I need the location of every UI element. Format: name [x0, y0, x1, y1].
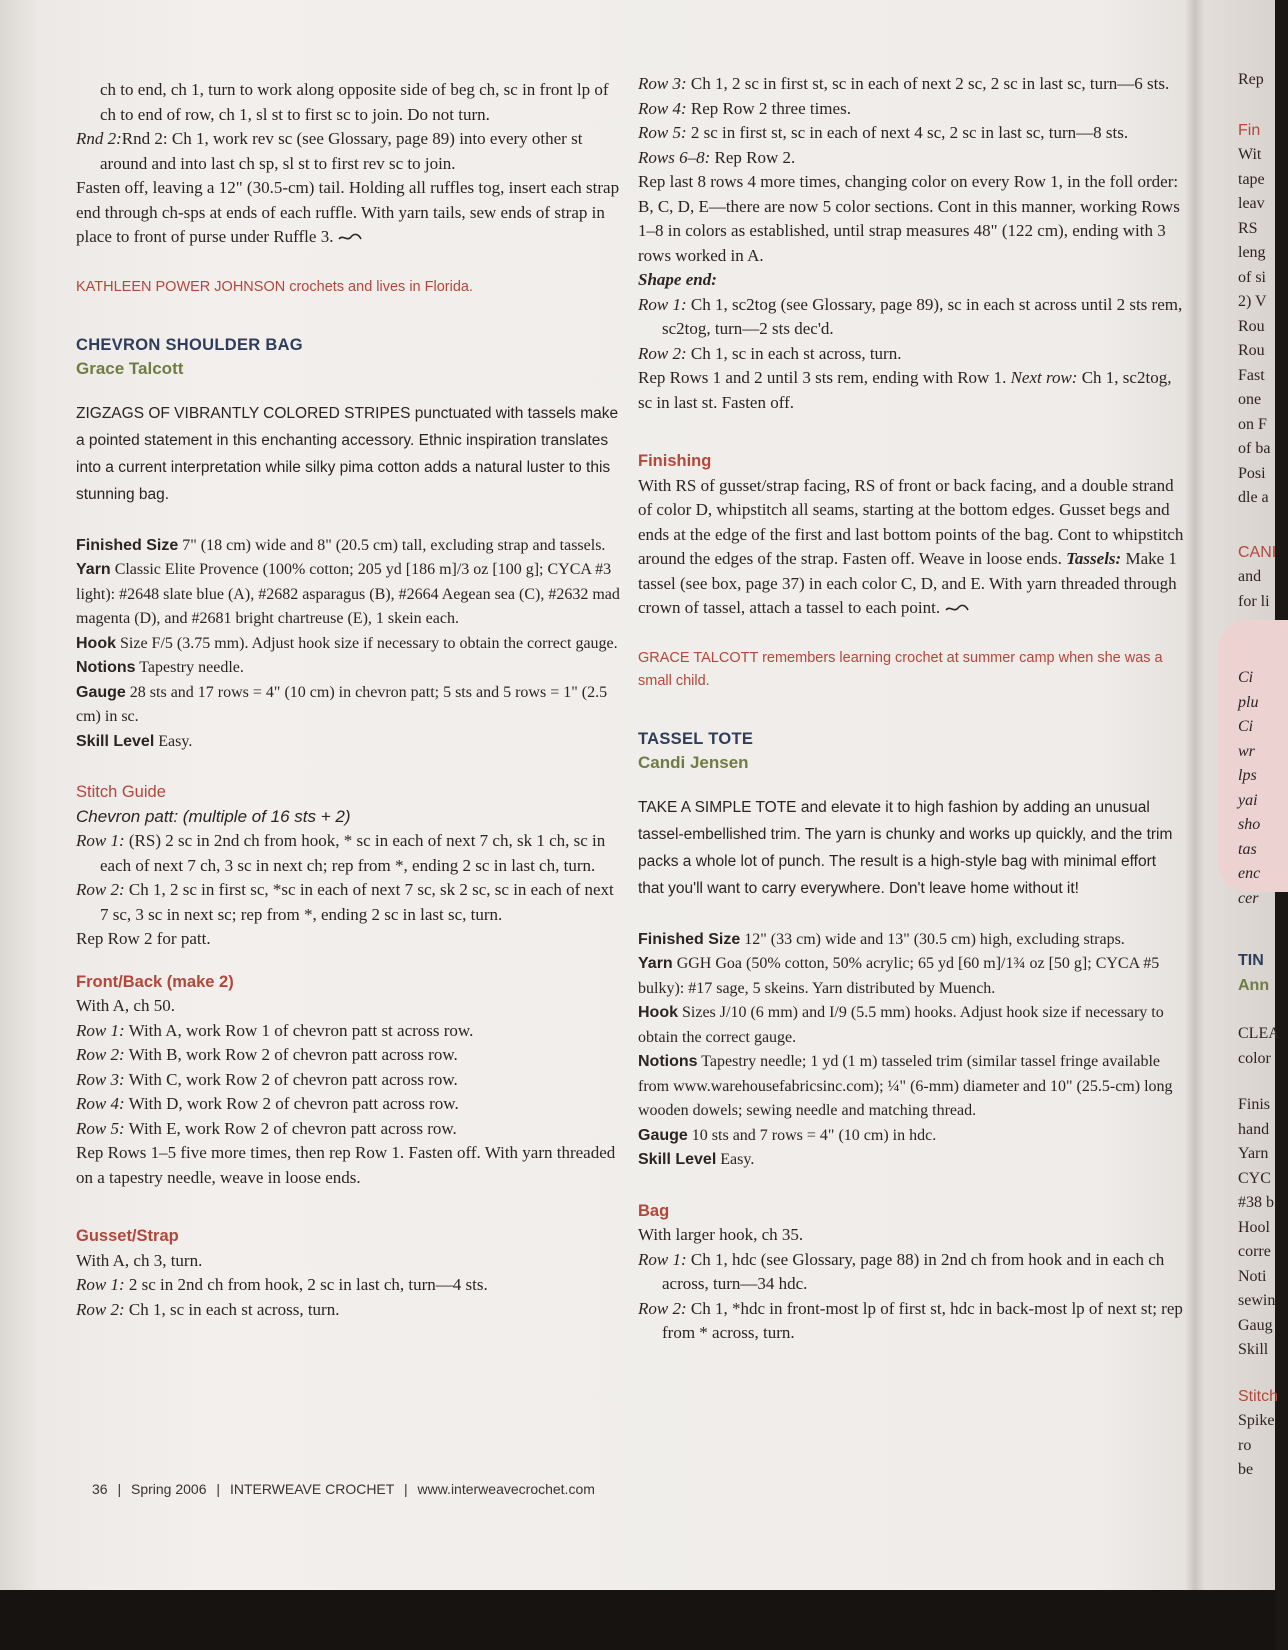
gusset-heading: Gusset/Strap [76, 1227, 179, 1245]
spec-gauge: Gauge 10 sts and 7 rows = 4" (10 cm) in hdc. [638, 1126, 937, 1144]
cropped-line: Rou [1238, 342, 1265, 359]
gusset-row1: Row 1: 2 sc in 2nd ch from hook, 2 sc in last ch, turn—4 sts. [76, 1275, 488, 1294]
cropped-line: Wit [1238, 146, 1262, 163]
issue-date: Spring 2006 [131, 1481, 207, 1497]
fasten-paragraph [76, 176, 620, 250]
column-right-cropped [1238, 68, 1280, 1483]
cropped-line: Yarn [1238, 1145, 1269, 1162]
cropped-line: TIN [1238, 952, 1264, 969]
strap-row5: Row 5: 2 sc in first st, sc in each of next 4 sc, 2 sc in last sc, turn—8 sts. [638, 123, 1129, 142]
chevron-bag-intro [76, 400, 620, 508]
front-back-heading: Front/Back (make 2) [76, 972, 234, 991]
rnd2-label: Rnd 2: [76, 129, 122, 148]
fb-row3: Row 3: With C, work Row 2 of chevron patt across row. [76, 1069, 458, 1089]
cropped-line: wr [1238, 742, 1255, 760]
cropped-line: sho [1238, 816, 1261, 833]
fb-row2: Row 2: With B, work Row 2 of chevron patt across row. [76, 1045, 458, 1064]
cropped-line: plu [1238, 693, 1259, 711]
strap-rows6-8: Rows 6–8: Rep Row 2. [638, 147, 796, 167]
cropped-line: lps [1238, 767, 1257, 784]
cropped-line: Gaug [1238, 1316, 1273, 1334]
cropped-line: Skill [1238, 1341, 1269, 1358]
cropped-line: leav [1238, 195, 1265, 212]
end-mark-icon [944, 604, 970, 614]
spec-skill-level: Skill Level Easy. [638, 1151, 755, 1168]
cropped-line: Spike [1238, 1412, 1275, 1429]
fasten-text: Fasten off, leaving a 12" (30.5-cm) tail. Holding all ruffles tog, insert each strap end through ch-sps at ends of each ruffle. With yarn tails, sew ends of strap in place to front of purse under Ruffle 3. [76, 178, 620, 246]
cropped-line: Ci [1238, 718, 1254, 735]
cropped-line: hand [1238, 1120, 1270, 1138]
chevron-bag-author: Grace Talcott [76, 359, 184, 378]
tassel-tote-author: Candi Jensen [638, 753, 749, 772]
grace-bio: GRACE TALCOTT remembers learning crochet at summer camp when she was a small child. [638, 649, 1163, 689]
gusset-row2: Row 2: Ch 1, sc in each st across, turn. [76, 1299, 340, 1319]
rep-last-8: Rep last 8 rows 4 more times, changing color on every Row 1, in the foll order: B, C, D, E—there are now 5 color sections. Cont in this manner, working Rows 1–8 in colors as established, until strap measures 48" (122 cm), ending with 3 rows worked in A. [638, 172, 1180, 265]
cropped-line: Fast [1238, 366, 1265, 384]
cropped-line: yai [1238, 791, 1258, 809]
cropped-line: Stitch [1238, 1387, 1279, 1405]
tassel-tote-intro: TAKE A SIMPLE TOTE and elevate it to high fashion by adding an unusual tassel-embellished trim. The yarn is chunky and works up quickly, and the trim packs a whole lot of punch. The result is a high-style bag with minimal effort that you'll want to carry everywhere. Don't leave home without it! [638, 798, 1173, 897]
column-left [76, 78, 620, 1322]
cropped-line: CANI [1238, 543, 1277, 561]
cropped-line: of ba [1238, 440, 1271, 457]
cropped-line: corre [1238, 1243, 1271, 1260]
page-number: 36 [92, 1481, 108, 1497]
bag-heading: Bag [638, 1201, 670, 1220]
spec-finished-size: Finished Size 7" (18 cm) wide and 8" (20.5 cm) tall, excluding strap and tassels. [76, 536, 606, 554]
shape-end-heading: Shape end: [638, 270, 717, 289]
cropped-line: tas [1238, 840, 1257, 858]
fb-row5: Row 5: With E, work Row 2 of chevron patt across row. [76, 1118, 457, 1138]
tassel-tote-specs [638, 928, 1186, 1173]
cropped-line: dle a [1238, 489, 1269, 506]
magazine-name: INTERWEAVE CROCHET [229, 1481, 395, 1497]
fb-row1: Row 1: With A, work Row 1 of chevron patt st across row. [76, 1020, 474, 1040]
shape-row1: Row 1: Ch 1, sc2tog (see Glossary, page 89), sc in each st across until 2 sts rem, sc2tog, turn—2 sts dec'd. [638, 294, 1183, 338]
fb-end: Rep Rows 1–5 five more times, then rep Row 1. Fasten off. With yarn threaded on a tapestry needle, weave in loose ends. [76, 1143, 616, 1187]
gusset-start: With A, ch 3, turn. [76, 1250, 203, 1270]
chevron-intro-text: punctuated with tassels make a pointed statement in this enchanting accessory. Ethnic inspiration translates into a current interpretation while silky pima cotton adds a natural luster to this stunning bag. [76, 404, 619, 503]
cropped-line: Ci [1238, 669, 1254, 686]
cropped-line: and [1238, 568, 1262, 585]
cropped-line: one [1238, 391, 1262, 408]
scan-bottom-edge [0, 1590, 1275, 1650]
spec-hook: Hook Size F/5 (3.75 mm). Adjust hook size if necessary to obtain the correct gauge. [76, 634, 618, 652]
cropped-line: enc [1238, 865, 1261, 882]
fb-start: With A, ch 50. [76, 996, 175, 1015]
magazine-url: www.interweavecrochet.com [417, 1481, 595, 1497]
cropped-line: sewin [1238, 1292, 1276, 1309]
kathleen-bio: KATHLEEN POWER JOHNSON crochets and lives in Florida. [76, 278, 473, 295]
cropped-line: on F [1238, 415, 1267, 433]
spec-finished-size: Finished Size 12" (33 cm) wide and 13" (30.5 cm) high, excluding straps. [638, 930, 1125, 948]
spec-notions: Notions Tapestry needle. [76, 659, 244, 676]
rep-row2: Rep Row 2 for patt. [76, 929, 211, 948]
bag-row1: Row 1: Ch 1, hdc (see Glossary, page 88) in 2nd ch from hook and in each ch across, turn—34 hdc. [638, 1249, 1165, 1293]
strap-row4: Row 4: Rep Row 2 three times. [638, 98, 851, 118]
cropped-line: #38 b [1238, 1194, 1274, 1211]
cropped-line: color [1238, 1049, 1271, 1067]
page-footer: 36 | Spring 2006 | INTERWEAVE CROCHET | www.interweavecrochet.com [92, 1481, 595, 1497]
chevron-bag-specs [76, 534, 620, 755]
spec-skill-level: Skill Level Easy. [76, 732, 193, 750]
bag-row2: Row 2: Ch 1, *hdc in front-most lp of first st, hdc in back-most lp of next st; rep from * across, turn. [638, 1298, 1183, 1342]
rep-rows-1-2: Rep Rows 1 and 2 until 3 sts rem, ending with Row 1. Next row: Ch 1, sc2tog, sc in last st. Fasten off. [638, 368, 1172, 412]
fb-row4: Row 4: With D, work Row 2 of chevron patt across row. [76, 1094, 459, 1113]
cropped-line: be [1238, 1461, 1254, 1478]
spec-yarn: Yarn Classic Elite Provence (100% cotton; 205 yd [186 m]/3 oz [100 g]; CYCA #3 light): #2648 slate blue (A), #2682 asparagus (B), #2664 Aegean sea (C), #2632 mad magenta (D), and #2681 bright chartreuse (E), 1 skein each. [76, 561, 620, 627]
bag-start: With larger hook, ch 35. [638, 1225, 804, 1244]
spec-yarn: Yarn GGH Goa (50% cotton, 50% acrylic; 65 yd [60 m]/1¾ oz [50 g]; CYCA #5 bulky): #17 sage, 5 skeins. Yarn distributed by Muench. [638, 955, 1160, 997]
shape-row2: Row 2: Ch 1, sc in each st across, turn. [638, 343, 902, 363]
finishing-heading: Finishing [638, 452, 712, 470]
stitch-guide-heading: Stitch Guide [76, 783, 166, 801]
cropped-line: CLEA [1238, 1025, 1280, 1042]
cropped-line: cer [1238, 889, 1259, 907]
cropped-line: 2) V [1238, 293, 1267, 310]
ruffle-continuation: ch to end, ch 1, turn to work along opposite side of beg ch, sc in front lp of ch to end of row, ch 1, sl st to first sc to join. Do not turn. [100, 80, 609, 124]
cropped-line: Hool [1238, 1218, 1270, 1236]
cropped-line: Fin [1238, 121, 1261, 139]
strap-row3: Row 3: Ch 1, 2 sc in first st, sc in each of next 2 sc, 2 sc in last sc, turn—6 sts. [638, 74, 1170, 93]
chevron-patt-heading: Chevron patt: (multiple of 16 sts + 2) [76, 806, 351, 826]
chevron-row2: Row 2: Ch 1, 2 sc in first sc, *sc in each of next 7 sc, sk 2 sc, sc in each of next 7 sc, 3 sc in next sc; rep from *, ending 2 sc in last sc, turn. [76, 880, 614, 924]
chevron-bag-title: CHEVRON SHOULDER BAG [76, 335, 303, 354]
column-middle [638, 72, 1186, 1346]
cropped-line: Noti [1238, 1267, 1267, 1285]
cropped-line: Finis [1238, 1096, 1271, 1113]
cropped-line: Rou [1238, 317, 1265, 335]
chevron-row1: Row 1: (RS) 2 sc in 2nd ch from hook, * sc in each of next 7 ch, sk 1 ch, sc in each of next 7 ch, 3 sc in next ch; rep from *, ending 2 sc in last ch, turn. [76, 831, 606, 875]
cropped-line: tape [1238, 170, 1265, 188]
cropped-line: Rep [1238, 71, 1264, 88]
cropped-line: ro [1238, 1436, 1252, 1454]
page-gutter-shadow [1185, 0, 1205, 1590]
rnd2-text: Rnd 2: Ch 1, work rev sc (see Glossary, page 89) into every other st around and into last ch sp, sl st to first rev sc to join. [100, 129, 583, 173]
cropped-line: leng [1238, 244, 1266, 261]
cropped-line: for li [1238, 592, 1270, 610]
tassel-tote-title: TASSEL TOTE [638, 729, 754, 748]
rnd2-paragraph [76, 127, 620, 176]
finishing-text: With RS of gusset/strap facing, RS of front or back facing, and a double strand of color D, whipstitch all seams, starting at the bottom edges. Gusset begs and ends at the edge of the first and last bottom points of the bag. Cont to whipstitch around the edges of the strap. Fasten off. Weave in loose ends. Tassels: Make 1 tassel (see box, page 37) in each color C, D, and E. With yarn threaded through crown of tassel, attach a tassel to each point. [638, 475, 1184, 617]
spec-hook: Hook Sizes J/10 (6 mm) and I/9 (5.5 mm) hooks. Adjust hook size if necessary to obtain the correct gauge. [638, 1004, 1164, 1046]
cropped-line: RS [1238, 219, 1258, 237]
cropped-line: Posi [1238, 464, 1266, 482]
end-mark-icon [337, 233, 363, 243]
chevron-intro-caps: ZIGZAGS OF VIBRANTLY COLORED STRIPES [76, 404, 411, 422]
spec-notions: Notions Tapestry needle; 1 yd (1 m) tasseled trim (similar tassel fringe available from www.warehousefabricsinc.com); ¼" (6-mm) diameter and 10" (25.5-cm) long wooden dowels; sewing needle and matching thread. [638, 1053, 1173, 1119]
cropped-line: of si [1238, 268, 1266, 286]
cropped-line: CYC [1238, 1169, 1271, 1187]
spec-gauge: Gauge 28 sts and 17 rows = 4" (10 cm) in chevron patt; 5 sts and 5 rows = 1" (2.5 cm) in sc. [76, 683, 608, 725]
cropped-line: Ann [1238, 976, 1270, 994]
